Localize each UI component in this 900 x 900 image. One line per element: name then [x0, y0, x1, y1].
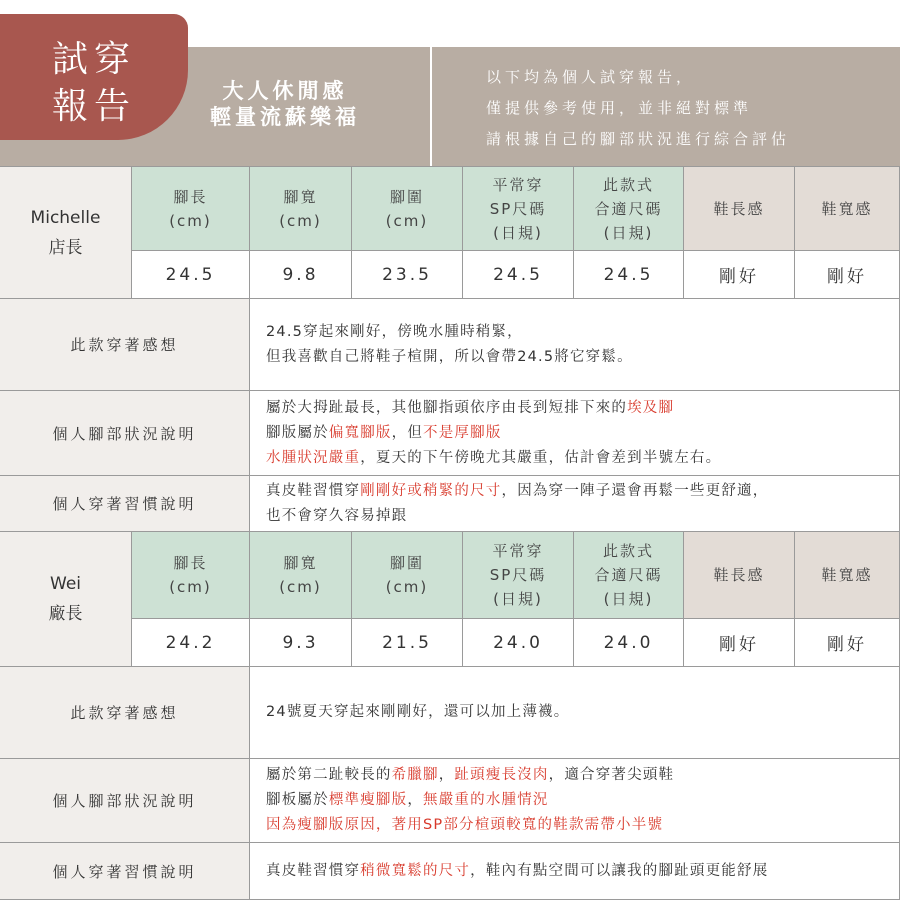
tester-name: Michelle	[30, 207, 101, 228]
disclaimer-line: 請根據自己的腳部狀況進行綜合評估	[486, 130, 791, 148]
foot-condition-text	[250, 391, 900, 476]
body-text: 真皮鞋習慣穿	[266, 862, 361, 879]
body-text: 真皮鞋習慣穿	[266, 482, 361, 499]
text-line	[266, 446, 721, 471]
value-fit-size: 24.0	[574, 619, 684, 667]
col-header-text: 腳長	[173, 554, 208, 572]
col-header-unit: (日規)	[603, 590, 654, 608]
trial-report-badge	[0, 14, 188, 140]
col-header-text: 腳長	[173, 187, 208, 206]
col-header-foot-length	[132, 166, 250, 251]
rich-text	[266, 396, 721, 471]
impression-text	[250, 299, 900, 391]
col-header-foot-girth	[352, 166, 463, 251]
col-header-text: 腳圍	[389, 187, 424, 206]
col-header-unit: (日規)	[603, 223, 654, 242]
value-foot-width: 9.8	[250, 251, 352, 299]
value-shoe-width-feel: 剛好	[795, 619, 900, 667]
body-text: 腳版屬於	[266, 424, 329, 441]
col-header-text: 平常穿	[492, 542, 544, 560]
highlight-text: 標準瘦腳版	[328, 792, 408, 808]
col-header-unit: (cm)	[169, 578, 212, 596]
value-shoe-length-feel: 剛好	[684, 619, 795, 667]
col-header-unit: (cm)	[279, 578, 322, 596]
body-text: 屬於第二趾較長的	[266, 767, 392, 783]
text-line	[266, 700, 569, 725]
body-text: ，	[407, 792, 424, 808]
col-header-fit-size	[574, 166, 684, 251]
col-header-foot-length	[132, 532, 250, 619]
body-text: ，適合穿著尖頭鞋	[548, 767, 675, 783]
text-line	[266, 813, 674, 838]
body-text: ，因為穿一陣子還會再鬆一些更舒適，	[501, 482, 769, 499]
product-title-line2: 輕量流蘇樂福	[210, 105, 360, 129]
text-line	[266, 788, 674, 813]
rich-text	[266, 763, 674, 838]
highlight-text: 因為瘦腳版原因，著用SP部分楦頭較寬的鞋款需帶小半號	[266, 817, 664, 833]
body-text: ，但	[391, 424, 424, 441]
body-text: ，	[438, 767, 455, 783]
tester-name: Wei	[50, 574, 81, 594]
value-usual-size: 24.5	[463, 251, 574, 299]
disclaimer-notes	[486, 62, 790, 155]
highlight-text: 趾頭瘦長沒肉	[454, 767, 549, 783]
col-header-unit: (cm)	[385, 578, 429, 596]
col-header-text: 腳圍	[389, 554, 424, 572]
badge-text-line1: 試穿	[52, 39, 137, 80]
value-foot-length: 24.5	[132, 251, 250, 299]
text-line	[266, 320, 633, 345]
col-header-shoe-width-feel: 鞋寬感	[795, 532, 900, 619]
rich-text	[266, 700, 569, 725]
body-text: ，鞋內有點空間可以讓我的腳趾頭更能舒展	[470, 862, 769, 879]
disclaimer-line: 以下均為個人試穿報告，	[486, 68, 696, 86]
tester-name-cell	[0, 166, 132, 299]
rich-text	[266, 479, 768, 529]
highlight-text: 不是厚腳版	[423, 424, 502, 441]
col-header-shoe-length-feel: 鞋長感	[684, 532, 795, 619]
col-header-unit: (日規)	[493, 223, 543, 242]
text-line	[266, 421, 721, 446]
text-line	[266, 396, 721, 421]
col-header-text: SP尺碼	[489, 566, 547, 584]
rich-text	[266, 859, 768, 884]
text-line	[266, 479, 768, 504]
row-label-foot-condition: 個人腳部狀況說明	[0, 391, 250, 476]
product-title-line1: 大人休閒感	[222, 79, 348, 103]
col-header-text: 合適尺碼	[594, 566, 663, 584]
badge-text-line2: 報告	[52, 86, 137, 127]
value-shoe-length-feel: 剛好	[684, 251, 795, 299]
body-text: 24.5穿起來剛好，傍晚水腫時稍緊，	[266, 323, 523, 340]
value-usual-size: 24.0	[463, 619, 574, 667]
highlight-text: 偏寬腳版	[328, 424, 392, 441]
value-fit-size: 24.5	[574, 251, 684, 299]
col-header-text: 此款式	[602, 542, 654, 560]
col-header-foot-girth	[352, 532, 463, 619]
highlight-text: 埃及腳	[627, 399, 675, 416]
highlight-text: 無嚴重的水腫情況	[423, 792, 549, 808]
product-title	[190, 78, 380, 130]
value-shoe-width-feel: 剛好	[795, 251, 900, 299]
body-text: 腳板屬於	[266, 792, 329, 808]
row-label-wearing-habit: 個人穿著習慣說明	[0, 476, 250, 532]
row-label-foot-condition: 個人腳部狀況說明	[0, 759, 250, 843]
col-header-usual-size	[463, 532, 574, 619]
highlight-text: 剛剛好或稍緊的尺寸	[360, 482, 502, 499]
tester-name-cell	[0, 532, 132, 667]
body-text: 但我喜歡自己將鞋子楦開，所以會帶24.5將它穿鬆。	[266, 348, 633, 365]
row-label-impression: 此款穿著感想	[0, 667, 250, 759]
col-header-unit: (cm)	[279, 211, 322, 230]
col-header-foot-width	[250, 166, 352, 251]
col-header-text: 平常穿	[492, 175, 544, 194]
col-header-text: 腳寬	[283, 187, 318, 206]
col-header-text: 腳寬	[283, 554, 318, 572]
tester-measurements-michelle	[0, 166, 900, 299]
col-header-unit: (cm)	[169, 211, 212, 230]
col-header-unit: (cm)	[385, 211, 429, 230]
col-header-unit: (日規)	[493, 590, 543, 608]
foot-condition-text	[250, 759, 900, 843]
wearing-habit-text	[250, 843, 900, 900]
row-label-wearing-habit: 個人穿著習慣說明	[0, 843, 250, 900]
highlight-text: 稍微寬鬆的尺寸	[360, 862, 471, 879]
col-header-usual-size	[463, 166, 574, 251]
text-line	[266, 504, 768, 529]
rich-text	[266, 320, 633, 370]
col-header-text: SP尺碼	[489, 199, 547, 218]
col-header-foot-width	[250, 532, 352, 619]
tester-role: 店長	[48, 237, 83, 258]
text-line	[266, 859, 768, 884]
row-label-impression: 此款穿著感想	[0, 299, 250, 391]
text-line	[266, 345, 633, 370]
header-divider	[430, 47, 432, 166]
tester-measurements-wei	[0, 532, 900, 667]
report-header	[0, 0, 900, 166]
tester-role: 廠長	[48, 604, 83, 624]
col-header-shoe-width-feel: 鞋寬感	[795, 166, 900, 251]
tester-notes-wei	[0, 667, 900, 900]
col-header-text: 此款式	[602, 175, 654, 194]
value-foot-length: 24.2	[132, 619, 250, 667]
disclaimer-line: 僅提供參考使用，並非絕對標準	[486, 99, 753, 117]
body-text: ，夏天的下午傍晚尤其嚴重，估計會差到半號左右。	[360, 449, 722, 466]
body-text: 屬於大拇趾最長，其他腳指頭依序由長到短排下來的	[266, 399, 628, 416]
col-header-shoe-length-feel: 鞋長感	[684, 166, 795, 251]
body-text: 也不會穿久容易掉跟	[266, 507, 408, 524]
value-foot-girth: 21.5	[352, 619, 463, 667]
tester-notes-michelle	[0, 299, 900, 532]
value-foot-girth: 23.5	[352, 251, 463, 299]
col-header-text: 合適尺碼	[594, 199, 663, 218]
wearing-habit-text	[250, 476, 900, 532]
highlight-text: 希臘腳	[391, 767, 439, 783]
text-line	[266, 763, 674, 788]
body-text: 24號夏天穿起來剛剛好，還可以加上薄襪。	[266, 704, 570, 720]
impression-text	[250, 667, 900, 759]
value-foot-width: 9.3	[250, 619, 352, 667]
highlight-text: 水腫狀況嚴重	[266, 449, 361, 466]
col-header-fit-size	[574, 532, 684, 619]
